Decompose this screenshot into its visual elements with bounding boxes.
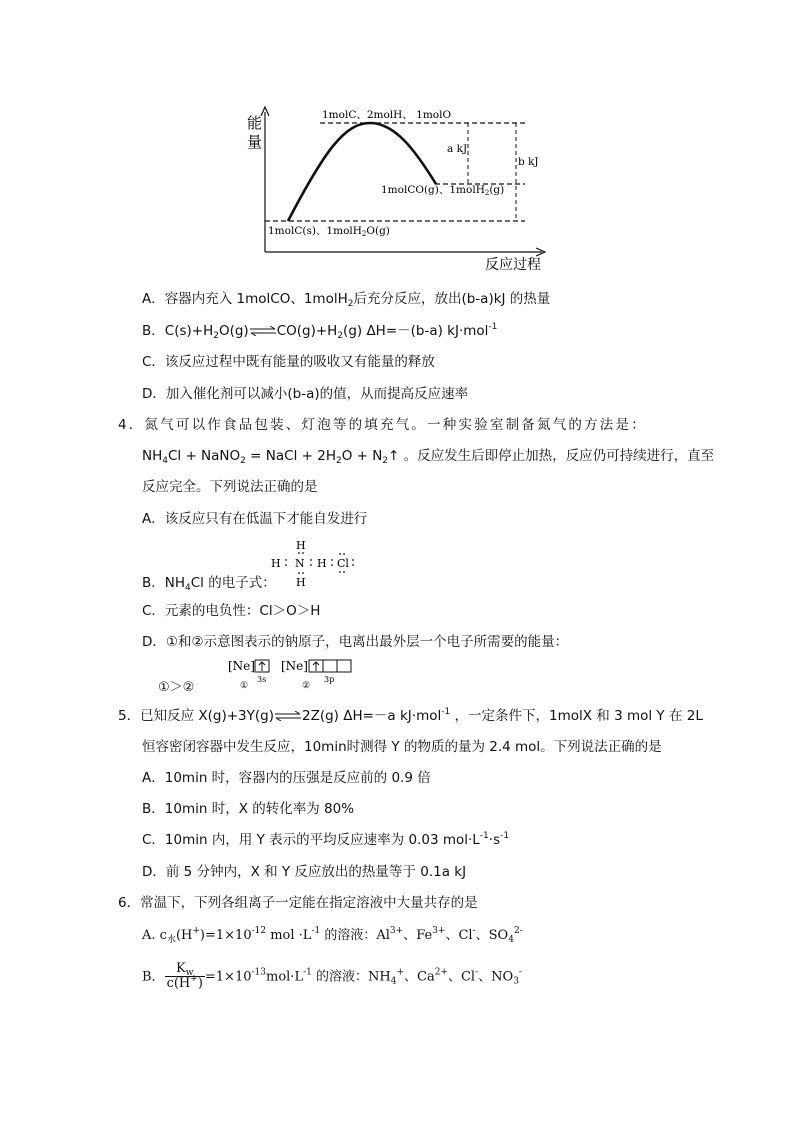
q5-stem-line2: 恒容密闭容器中发生反应，10min时测得 Y 的物质的量为 2.4 mol。下列说法正确的是 <box>142 739 662 755</box>
q4-option-a: A．该反应只有在低温下才能自发进行 <box>142 511 368 527</box>
orbital1-core: [Ne] <box>228 659 255 673</box>
q4-compare: ①＞② <box>158 680 195 695</box>
ef-n: N <box>295 557 305 570</box>
orbital2-box-2 <box>323 660 337 672</box>
equilibrium-arrow-icon <box>274 711 302 721</box>
ef-h-mid: H <box>317 557 327 570</box>
orbital2-label: 3p <box>324 675 335 684</box>
q5-option-b: B．10min 时，X 的转化率为 80% <box>142 801 355 817</box>
q4-option-d: D．①和②示意图表示的钠原子，电离出最外层一个电子所需要的能量： <box>142 634 569 650</box>
q4-option-b: B．$NH_4Cl$ 的电子式： <box>142 575 276 593</box>
q3-option-c: C．该反应过程中既有能量的吸收又有能量的释放 <box>142 354 435 370</box>
orbital2-num: ② <box>302 681 311 691</box>
energy-diagram <box>230 100 560 275</box>
orbital-diagrams <box>225 657 360 693</box>
ef-h-bottom: H <box>296 576 306 589</box>
equilibrium-arrow-icon <box>249 326 277 336</box>
product-label: 1molCO(g)、1molH2(g) <box>381 184 505 197</box>
b-kj-label: b kJ <box>518 156 539 168</box>
y-axis-label-1: 能 <box>247 114 263 132</box>
q6-option-b: B． $\frac{K_w}{c(H^+)}$ $=1\times 10^{-13}mol\cdot L^{-1}$ 的溶液：$NH_4^+$、$Ca^{2+}$、Cl-、$NO_3^-$ <box>142 961 522 992</box>
peak-label: 1molC、2molH、 1molO <box>322 109 452 121</box>
orbital2-core: [Ne] <box>281 659 308 673</box>
ef-h-left: H <box>271 557 281 570</box>
a-kj-label: a kJ <box>447 143 468 155</box>
up-arrow-icon <box>313 662 319 671</box>
q5-option-d: D．前 5 分钟内，X 和 Y 反应放出的热量等于 0.1a kJ <box>142 864 467 880</box>
ef-cl: Cl <box>337 557 349 570</box>
q5-option-a: A．10min 时，容器内的压强是反应前的 0.9 倍 <box>142 770 431 786</box>
x-axis-label: 反应过程 <box>485 257 541 273</box>
q3-option-a: A．容器内充入 1molCO、1molH$_2$后充分反应，放出(b-a)kJ 的热量 <box>142 291 551 309</box>
q4-stem-line2: $NH_4Cl$ + NaNO$_2$ = NaCl + $2H_2O$ + $N_2↑$ 。反应发生后即停止加热，反应仍可持续进行，直至 <box>142 448 715 466</box>
q4-stem-line3: 反应完全。下列说法正确的是 <box>142 479 318 495</box>
y-axis-label-2: 量 <box>247 133 263 151</box>
q5-stem-line1: 5．已知反应 X(g)+3Y(g) 2Z(g) ΔH=－a kJ·mol$^{-1}$ ，一定条件下，1molX 和 3 mol Y 在 2L <box>118 707 703 724</box>
up-arrow-icon <box>259 662 265 671</box>
orbital1-label: 3s <box>257 675 267 684</box>
reactant-label: 1molC(s)、1molH2O(g) <box>268 225 390 238</box>
q4-option-c: C．元素的电负性：Cl＞O＞H <box>142 603 321 619</box>
q3-option-d: D．加入催化剂可以减小(b-a)的值，从而提高反应速率 <box>142 386 469 402</box>
energy-curve <box>288 123 436 221</box>
ef-h-top: H <box>296 539 306 552</box>
kw-fraction: $\frac{K_w}{c(H^+)}$ <box>166 961 203 992</box>
q5-option-c: C．10min 内，用 Y 表示的平均反应速率为 0.03 $mol\cdot L^{-1}\cdot s^{-1}$ <box>142 831 510 848</box>
nh4cl-electron-formula <box>266 536 366 592</box>
orbital1-num: ① <box>240 681 249 691</box>
q6-stem: 6．常温下，下列各组离子一定能在指定溶液中大量共存的是 <box>118 895 478 911</box>
orbital2-box-3 <box>337 660 351 672</box>
q4-stem-line1: 4．氮气可以作食品包装、灯泡等的填充气。一种实验室制备氮气的方法是： <box>118 417 647 433</box>
q6-option-a: A. $c_水(H^+)=1\times 10^{-12}$ mol $\cdot L^{-1}$ 的溶液：$Al^{3+}$、$Fe^{3+}$、Cl-、$SO_4^{2-}$ <box>142 926 523 945</box>
q3-option-b: B．$C(s)+H_2O(g)$ $CO(g)+H_2(g)$ ΔH=－(b-a) kJ·mol$^{-1}$ <box>142 322 498 341</box>
